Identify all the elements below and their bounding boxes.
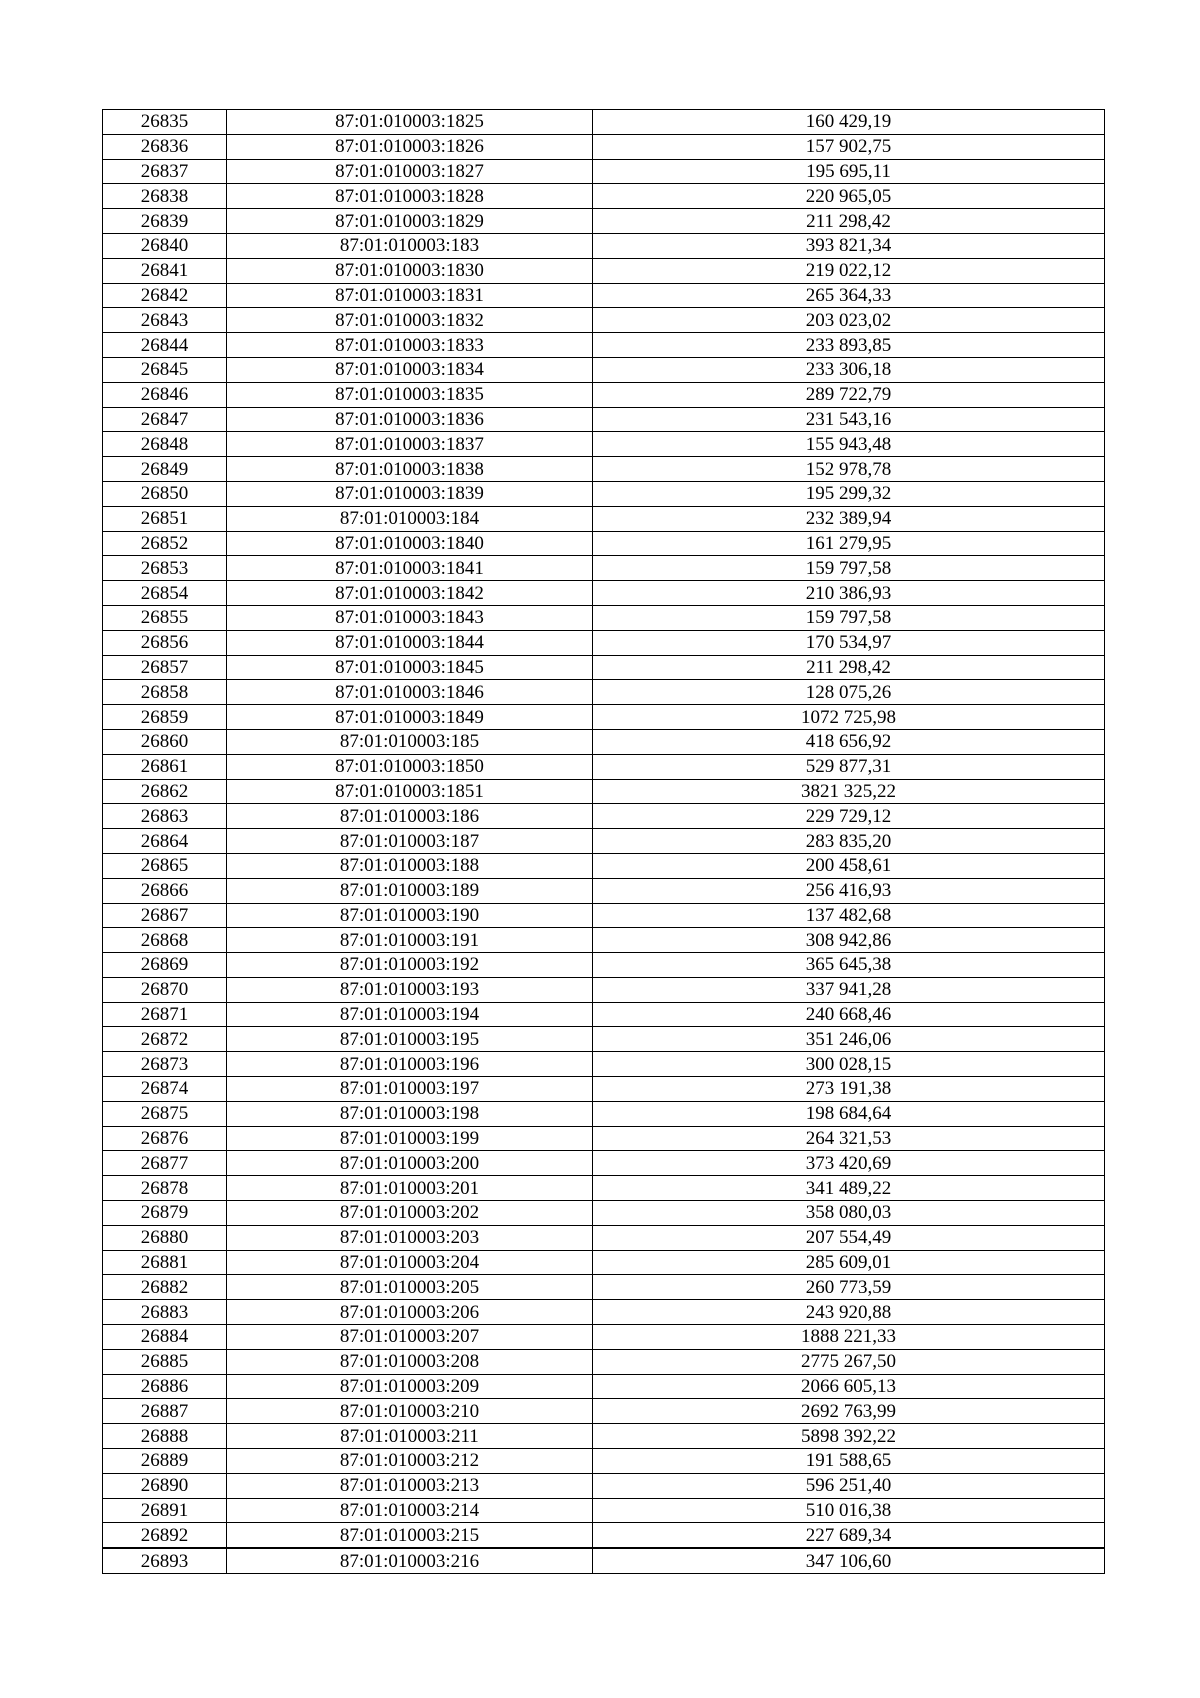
table-row (103, 1201, 1105, 1226)
cadastral-value-cell: 341 489,22 (593, 1176, 1105, 1201)
table-row (103, 1250, 1105, 1275)
table-row (103, 1449, 1105, 1474)
row-number-cell: 26839 (103, 209, 227, 234)
table-row (103, 953, 1105, 978)
row-number-cell: 26871 (103, 1002, 227, 1027)
cadastral-value-cell: 211 298,42 (593, 209, 1105, 234)
cadastral-number-cell: 87:01:010003:1825 (227, 110, 593, 135)
cadastral-number-cell: 87:01:010003:201 (227, 1176, 593, 1201)
row-number-cell: 26891 (103, 1498, 227, 1523)
cadastral-number-cell: 87:01:010003:1829 (227, 209, 593, 234)
table-row (103, 1424, 1105, 1449)
cadastral-number-cell: 87:01:010003:188 (227, 853, 593, 878)
cadastral-value-cell: 160 429,19 (593, 110, 1105, 135)
cadastral-number-cell: 87:01:010003:215 (227, 1523, 593, 1548)
row-number-cell: 26865 (103, 853, 227, 878)
cadastral-number-cell: 87:01:010003:1840 (227, 531, 593, 556)
cadastral-value-table (102, 109, 1105, 1574)
row-number-cell: 26880 (103, 1225, 227, 1250)
cadastral-number-cell: 87:01:010003:1835 (227, 382, 593, 407)
cadastral-value-cell: 210 386,93 (593, 581, 1105, 606)
cadastral-number-cell: 87:01:010003:191 (227, 928, 593, 953)
cadastral-number-cell: 87:01:010003:196 (227, 1052, 593, 1077)
cadastral-number-cell: 87:01:010003:202 (227, 1201, 593, 1226)
cadastral-number-cell: 87:01:010003:1830 (227, 258, 593, 283)
cadastral-number-cell: 87:01:010003:1828 (227, 184, 593, 209)
row-number-cell: 26835 (103, 110, 227, 135)
cadastral-number-cell: 87:01:010003:208 (227, 1349, 593, 1374)
cadastral-value-cell: 198 684,64 (593, 1101, 1105, 1126)
cadastral-number-cell: 87:01:010003:1836 (227, 407, 593, 432)
cadastral-value-cell: 264 321,53 (593, 1126, 1105, 1151)
cadastral-number-cell: 87:01:010003:212 (227, 1449, 593, 1474)
row-number-cell: 26868 (103, 928, 227, 953)
cadastral-value-cell: 157 902,75 (593, 134, 1105, 159)
row-number-cell: 26856 (103, 630, 227, 655)
cadastral-value-cell: 227 689,34 (593, 1523, 1105, 1548)
cadastral-number-cell: 87:01:010003:205 (227, 1275, 593, 1300)
cadastral-value-cell: 207 554,49 (593, 1225, 1105, 1250)
row-number-cell: 26860 (103, 729, 227, 754)
cadastral-value-cell: 203 023,02 (593, 308, 1105, 333)
cadastral-value-cell: 161 279,95 (593, 531, 1105, 556)
cadastral-value-cell: 2775 267,50 (593, 1349, 1105, 1374)
row-number-cell: 26892 (103, 1523, 227, 1548)
cadastral-number-cell: 87:01:010003:1834 (227, 357, 593, 382)
cadastral-number-cell: 87:01:010003:1841 (227, 556, 593, 581)
cadastral-value-cell: 159 797,58 (593, 556, 1105, 581)
row-number-cell: 26878 (103, 1176, 227, 1201)
cadastral-value-cell: 308 942,86 (593, 928, 1105, 953)
table-row (103, 928, 1105, 953)
cadastral-value-cell: 231 543,16 (593, 407, 1105, 432)
cadastral-value-cell: 243 920,88 (593, 1300, 1105, 1325)
cadastral-number-cell: 87:01:010003:214 (227, 1498, 593, 1523)
row-number-cell: 26837 (103, 159, 227, 184)
table-row (103, 779, 1105, 804)
cadastral-value-cell: 155 943,48 (593, 432, 1105, 457)
cadastral-number-cell: 87:01:010003:207 (227, 1325, 593, 1350)
cadastral-value-cell: 191 588,65 (593, 1449, 1105, 1474)
table-row (103, 1052, 1105, 1077)
cadastral-number-cell: 87:01:010003:183 (227, 233, 593, 258)
table-row (103, 357, 1105, 382)
table-row (103, 333, 1105, 358)
cadastral-number-cell: 87:01:010003:209 (227, 1374, 593, 1399)
row-number-cell: 26854 (103, 581, 227, 606)
cadastral-value-cell: 233 306,18 (593, 357, 1105, 382)
row-number-cell: 26887 (103, 1399, 227, 1424)
table-row (103, 432, 1105, 457)
table-row (103, 134, 1105, 159)
cadastral-number-cell: 87:01:010003:211 (227, 1424, 593, 1449)
row-number-cell: 26836 (103, 134, 227, 159)
row-number-cell: 26877 (103, 1151, 227, 1176)
row-number-cell: 26853 (103, 556, 227, 581)
cadastral-value-cell: 300 028,15 (593, 1052, 1105, 1077)
cadastral-number-cell: 87:01:010003:1837 (227, 432, 593, 457)
cadastral-value-cell: 2692 763,99 (593, 1399, 1105, 1424)
cadastral-value-cell: 159 797,58 (593, 605, 1105, 630)
row-number-cell: 26869 (103, 953, 227, 978)
table-row (103, 1151, 1105, 1176)
row-number-cell: 26840 (103, 233, 227, 258)
table-row (103, 878, 1105, 903)
cadastral-value-cell: 200 458,61 (593, 853, 1105, 878)
cadastral-number-cell: 87:01:010003:186 (227, 804, 593, 829)
table-row (103, 457, 1105, 482)
row-number-cell: 26846 (103, 382, 227, 407)
cadastral-value-cell: 358 080,03 (593, 1201, 1105, 1226)
table-row (103, 1374, 1105, 1399)
table-row (103, 729, 1105, 754)
cadastral-value-cell: 351 246,06 (593, 1027, 1105, 1052)
cadastral-value-cell: 365 645,38 (593, 953, 1105, 978)
row-number-cell: 26874 (103, 1077, 227, 1102)
cadastral-value-cell: 233 893,85 (593, 333, 1105, 358)
row-number-cell: 26852 (103, 531, 227, 556)
table-row (103, 977, 1105, 1002)
cadastral-number-cell: 87:01:010003:193 (227, 977, 593, 1002)
row-number-cell: 26890 (103, 1473, 227, 1498)
row-number-cell: 26888 (103, 1424, 227, 1449)
cadastral-value-cell: 418 656,92 (593, 729, 1105, 754)
table-row (103, 308, 1105, 333)
table-row (103, 705, 1105, 730)
cadastral-value-cell: 219 022,12 (593, 258, 1105, 283)
table-row (103, 680, 1105, 705)
table-row (103, 1300, 1105, 1325)
cadastral-number-cell: 87:01:010003:1826 (227, 134, 593, 159)
cadastral-value-cell: 256 416,93 (593, 878, 1105, 903)
cadastral-number-cell: 87:01:010003:1850 (227, 754, 593, 779)
table-row (103, 1027, 1105, 1052)
table-row (103, 1101, 1105, 1126)
table-row (103, 506, 1105, 531)
cadastral-value-cell: 220 965,05 (593, 184, 1105, 209)
cadastral-value-cell: 232 389,94 (593, 506, 1105, 531)
row-number-cell: 26876 (103, 1126, 227, 1151)
row-number-cell: 26851 (103, 506, 227, 531)
table-row (103, 159, 1105, 184)
cadastral-value-cell: 285 609,01 (593, 1250, 1105, 1275)
cadastral-number-cell: 87:01:010003:216 (227, 1548, 593, 1573)
table-row (103, 184, 1105, 209)
row-number-cell: 26862 (103, 779, 227, 804)
cadastral-number-cell: 87:01:010003:1843 (227, 605, 593, 630)
cadastral-value-cell: 1072 725,98 (593, 705, 1105, 730)
table-row (103, 655, 1105, 680)
cadastral-number-cell: 87:01:010003:194 (227, 1002, 593, 1027)
cadastral-number-cell: 87:01:010003:189 (227, 878, 593, 903)
cadastral-number-cell: 87:01:010003:204 (227, 1250, 593, 1275)
cadastral-value-cell: 240 668,46 (593, 1002, 1105, 1027)
row-number-cell: 26859 (103, 705, 227, 730)
cadastral-number-cell: 87:01:010003:198 (227, 1101, 593, 1126)
table-row (103, 283, 1105, 308)
row-number-cell: 26848 (103, 432, 227, 457)
cadastral-value-cell: 393 821,34 (593, 233, 1105, 258)
table-row (103, 382, 1105, 407)
cadastral-number-cell: 87:01:010003:1838 (227, 457, 593, 482)
cadastral-number-cell: 87:01:010003:184 (227, 506, 593, 531)
row-number-cell: 26841 (103, 258, 227, 283)
table-row (103, 1077, 1105, 1102)
cadastral-value-cell: 373 420,69 (593, 1151, 1105, 1176)
row-number-cell: 26863 (103, 804, 227, 829)
cadastral-value-cell: 229 729,12 (593, 804, 1105, 829)
cadastral-number-cell: 87:01:010003:203 (227, 1225, 593, 1250)
cadastral-value-cell: 170 534,97 (593, 630, 1105, 655)
cadastral-value-cell: 289 722,79 (593, 382, 1105, 407)
cadastral-number-cell: 87:01:010003:1842 (227, 581, 593, 606)
table-row (103, 531, 1105, 556)
cadastral-value-cell: 137 482,68 (593, 903, 1105, 928)
table-row (103, 1176, 1105, 1201)
cadastral-number-cell: 87:01:010003:1845 (227, 655, 593, 680)
table-row (103, 110, 1105, 135)
row-number-cell: 26866 (103, 878, 227, 903)
row-number-cell: 26842 (103, 283, 227, 308)
table-row (103, 1325, 1105, 1350)
row-number-cell: 26893 (103, 1548, 227, 1573)
table-row (103, 754, 1105, 779)
cadastral-number-cell: 87:01:010003:1832 (227, 308, 593, 333)
cadastral-number-cell: 87:01:010003:206 (227, 1300, 593, 1325)
row-number-cell: 26849 (103, 457, 227, 482)
cadastral-number-cell: 87:01:010003:1839 (227, 481, 593, 506)
table-row (103, 1523, 1105, 1548)
cadastral-number-cell: 87:01:010003:197 (227, 1077, 593, 1102)
table-row (103, 903, 1105, 928)
row-number-cell: 26884 (103, 1325, 227, 1350)
cadastral-number-cell: 87:01:010003:1833 (227, 333, 593, 358)
table-row (103, 581, 1105, 606)
row-number-cell: 26875 (103, 1101, 227, 1126)
table-row (103, 1349, 1105, 1374)
row-number-cell: 26843 (103, 308, 227, 333)
cadastral-value-cell: 273 191,38 (593, 1077, 1105, 1102)
cadastral-value-cell: 195 695,11 (593, 159, 1105, 184)
table-row (103, 605, 1105, 630)
cadastral-value-cell: 337 941,28 (593, 977, 1105, 1002)
row-number-cell: 26883 (103, 1300, 227, 1325)
row-number-cell: 26885 (103, 1349, 227, 1374)
table-body (103, 110, 1105, 1574)
cadastral-number-cell: 87:01:010003:190 (227, 903, 593, 928)
cadastral-value-cell: 347 106,60 (593, 1548, 1105, 1573)
cadastral-value-cell: 510 016,38 (593, 1498, 1105, 1523)
table-row (103, 1399, 1105, 1424)
row-number-cell: 26858 (103, 680, 227, 705)
row-number-cell: 26881 (103, 1250, 227, 1275)
cadastral-value-cell: 2066 605,13 (593, 1374, 1105, 1399)
cadastral-number-cell: 87:01:010003:199 (227, 1126, 593, 1151)
cadastral-number-cell: 87:01:010003:1851 (227, 779, 593, 804)
row-number-cell: 26889 (103, 1449, 227, 1474)
table-row (103, 258, 1105, 283)
table-row (103, 556, 1105, 581)
row-number-cell: 26850 (103, 481, 227, 506)
table-row (103, 1002, 1105, 1027)
table-row (103, 630, 1105, 655)
table-row (103, 853, 1105, 878)
cadastral-number-cell: 87:01:010003:195 (227, 1027, 593, 1052)
table-row (103, 804, 1105, 829)
table-row (103, 407, 1105, 432)
cadastral-value-cell: 211 298,42 (593, 655, 1105, 680)
cadastral-number-cell: 87:01:010003:1831 (227, 283, 593, 308)
table-row (103, 209, 1105, 234)
cadastral-number-cell: 87:01:010003:1849 (227, 705, 593, 730)
cadastral-number-cell: 87:01:010003:192 (227, 953, 593, 978)
cadastral-value-cell: 195 299,32 (593, 481, 1105, 506)
cadastral-value-cell: 128 075,26 (593, 680, 1105, 705)
cadastral-number-cell: 87:01:010003:1846 (227, 680, 593, 705)
cadastral-value-cell: 260 773,59 (593, 1275, 1105, 1300)
row-number-cell: 26845 (103, 357, 227, 382)
cadastral-value-cell: 283 835,20 (593, 829, 1105, 854)
row-number-cell: 26857 (103, 655, 227, 680)
cadastral-number-cell: 87:01:010003:200 (227, 1151, 593, 1176)
cadastral-value-cell: 596 251,40 (593, 1473, 1105, 1498)
cadastral-value-cell: 3821 325,22 (593, 779, 1105, 804)
row-number-cell: 26867 (103, 903, 227, 928)
row-number-cell: 26870 (103, 977, 227, 1002)
cadastral-number-cell: 87:01:010003:210 (227, 1399, 593, 1424)
cadastral-value-cell: 265 364,33 (593, 283, 1105, 308)
table-row (103, 1225, 1105, 1250)
row-number-cell: 26873 (103, 1052, 227, 1077)
cadastral-value-cell: 529 877,31 (593, 754, 1105, 779)
row-number-cell: 26855 (103, 605, 227, 630)
table-row (103, 1548, 1105, 1573)
row-number-cell: 26886 (103, 1374, 227, 1399)
cadastral-number-cell: 87:01:010003:213 (227, 1473, 593, 1498)
cadastral-number-cell: 87:01:010003:185 (227, 729, 593, 754)
row-number-cell: 26879 (103, 1201, 227, 1226)
row-number-cell: 26847 (103, 407, 227, 432)
cadastral-number-cell: 87:01:010003:1827 (227, 159, 593, 184)
cadastral-value-cell: 152 978,78 (593, 457, 1105, 482)
cadastral-value-cell: 5898 392,22 (593, 1424, 1105, 1449)
row-number-cell: 26838 (103, 184, 227, 209)
row-number-cell: 26872 (103, 1027, 227, 1052)
table-row (103, 1473, 1105, 1498)
table-row (103, 233, 1105, 258)
table-row (103, 1498, 1105, 1523)
cadastral-value-cell: 1888 221,33 (593, 1325, 1105, 1350)
row-number-cell: 26882 (103, 1275, 227, 1300)
cadastral-number-cell: 87:01:010003:187 (227, 829, 593, 854)
row-number-cell: 26844 (103, 333, 227, 358)
table-row (103, 481, 1105, 506)
row-number-cell: 26864 (103, 829, 227, 854)
cadastral-number-cell: 87:01:010003:1844 (227, 630, 593, 655)
table-row (103, 829, 1105, 854)
table-row (103, 1275, 1105, 1300)
table-row (103, 1126, 1105, 1151)
row-number-cell: 26861 (103, 754, 227, 779)
